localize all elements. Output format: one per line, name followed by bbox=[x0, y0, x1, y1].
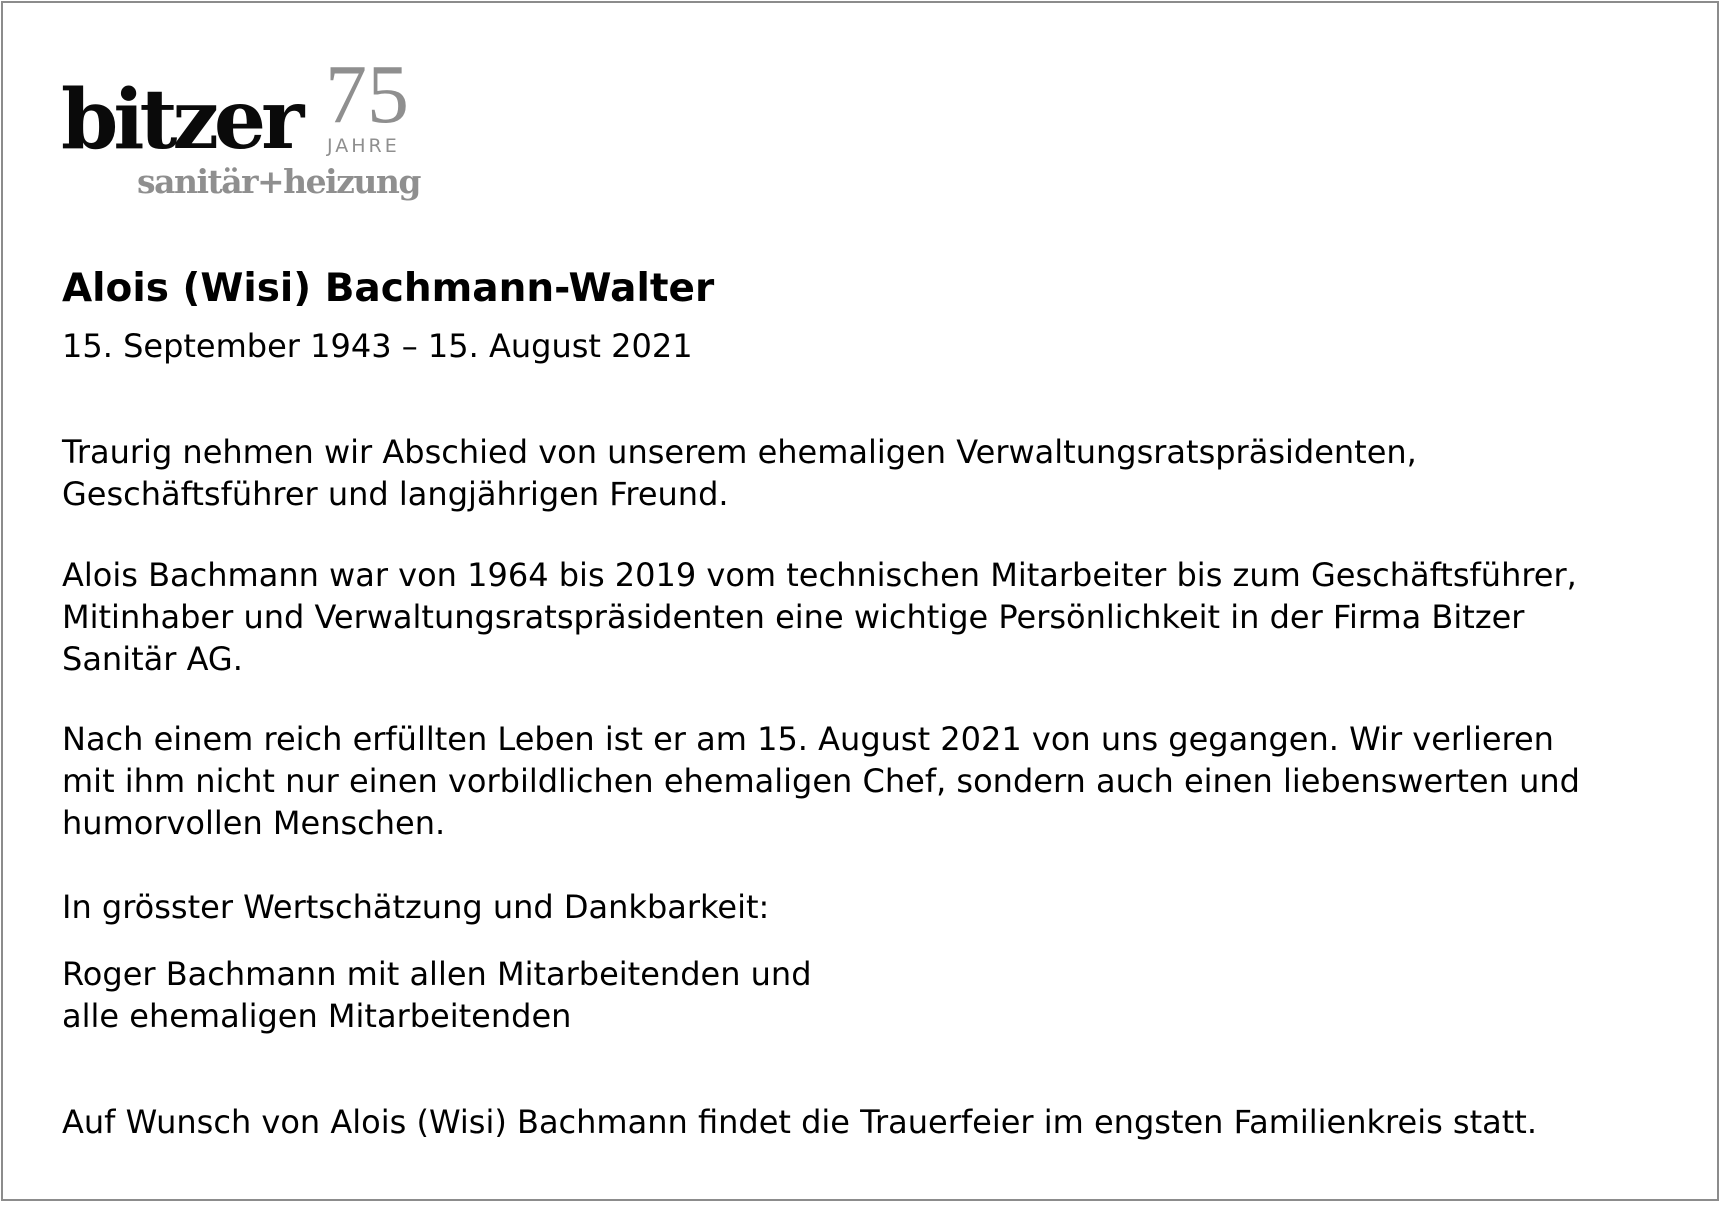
farewell-paragraph bbox=[62, 431, 1682, 515]
logo-brand-name: bitzer bbox=[61, 72, 300, 168]
life-dates: 15. September 1943 – 15. August 2021 bbox=[62, 327, 693, 365]
logo-anniversary-word: JAHRE bbox=[327, 135, 400, 157]
text-line: humorvollen Menschen. bbox=[62, 804, 446, 842]
signature-block bbox=[62, 953, 1682, 1037]
text-line: Roger Bachmann mit allen Mitarbeitenden und bbox=[62, 955, 812, 993]
career-paragraph bbox=[62, 554, 1682, 680]
text-line: Alois Bachmann war von 1964 bis 2019 vom technischen Mitarbeiter bis zum Geschäftsführer, bbox=[62, 556, 1577, 594]
gratitude-line bbox=[62, 886, 1682, 928]
text-line: Traurig nehmen wir Abschied von unserem ehemaligen Verwaltungsratspräsidenten, bbox=[62, 433, 1417, 471]
logo-anniversary-number: 75 bbox=[325, 48, 409, 141]
deceased-name: Alois (Wisi) Bachmann-Walter bbox=[62, 266, 715, 311]
text-line: Geschäftsführer und langjährigen Freund. bbox=[62, 475, 729, 513]
tribute-paragraph bbox=[62, 718, 1682, 844]
text-line: In grösster Wertschätzung und Dankbarkeit: bbox=[62, 888, 770, 926]
text-line: Mitinhaber und Verwaltungsratspräsidenten eine wichtige Persönlichkeit in der Firma Bitzer bbox=[62, 598, 1525, 636]
text-line: mit ihm nicht nur einen vorbildlichen ehemaligen Chef, sondern auch einen liebenswerten und bbox=[62, 762, 1580, 800]
text-line: Sanitär AG. bbox=[62, 640, 243, 678]
funeral-note bbox=[62, 1101, 1682, 1143]
bitzer-logo bbox=[61, 48, 441, 223]
text-line: Auf Wunsch von Alois (Wisi) Bachmann findet die Trauerfeier im engsten Familienkreis statt. bbox=[62, 1103, 1538, 1141]
obituary-notice bbox=[1, 1, 1719, 1201]
logo-tagline: sanitär+heizung bbox=[137, 162, 420, 201]
text-line: Nach einem reich erfüllten Leben ist er am 15. August 2021 von uns gegangen. Wir verlieren bbox=[62, 720, 1554, 758]
text-line: alle ehemaligen Mitarbeitenden bbox=[62, 997, 572, 1035]
